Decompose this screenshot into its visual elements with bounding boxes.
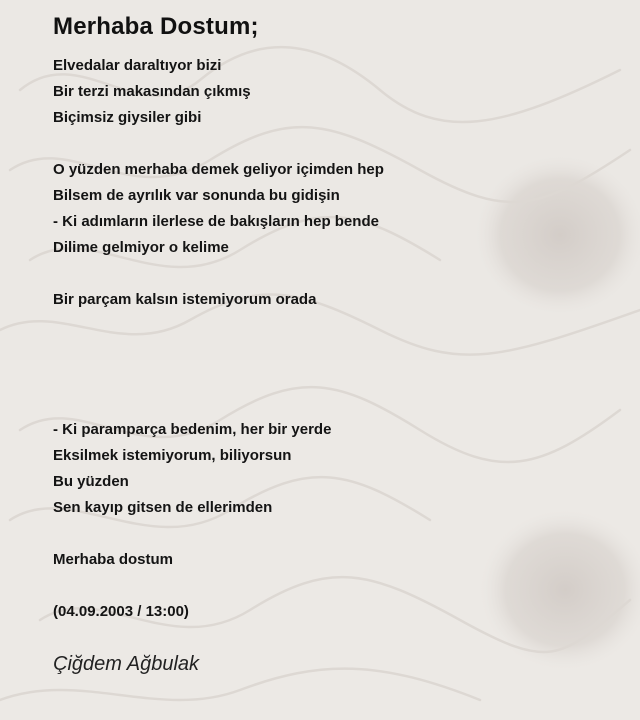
poem-line: Dilime gelmiyor o kelime — [53, 239, 229, 256]
poem-line: Elvedalar daraltıyor bizi — [53, 57, 222, 74]
poem-line: O yüzden merhaba demek geliyor içimden hep — [53, 161, 384, 178]
poem-title: Merhaba Dostum; — [53, 13, 259, 40]
poem-line: Eksilmek istemiyorum, biliyorsun — [53, 447, 292, 464]
poem-line: Sen kayıp gitsen de ellerimden — [53, 499, 273, 516]
poem-body — [53, 53, 613, 625]
poem-blank-line — [53, 339, 613, 365]
poem-blank-line — [53, 313, 613, 339]
poem-author: Çiğdem Ağbulak — [53, 653, 200, 675]
poem-line: Bir terzi makasından çıkmış — [53, 83, 251, 100]
poem-line: Bilsem de ayrılık var sonunda bu gidişin — [53, 187, 340, 204]
poem-line: Bu yüzden — [53, 473, 129, 490]
poem-content — [53, 12, 613, 677]
poem-line: Biçimsiz giysiler gibi — [53, 109, 202, 126]
poem-blank-line — [53, 365, 613, 391]
poem-line: - Ki paramparça bedenim, her bir yerde — [53, 421, 332, 438]
poem-blank-line — [53, 131, 613, 157]
poem-blank-line — [53, 521, 613, 547]
poem-date: (04.09.2003 / 13:00) — [53, 603, 189, 620]
poem-line: Merhaba dostum — [53, 551, 174, 568]
poem-blank-line — [53, 391, 613, 417]
poem-line: Bir parçam kalsın istemiyorum orada — [53, 291, 317, 308]
poem-blank-line — [53, 261, 613, 287]
poem-line: - Ki adımların ilerlese de bakışların hep bende — [53, 213, 379, 230]
poem-blank-line — [53, 573, 613, 599]
